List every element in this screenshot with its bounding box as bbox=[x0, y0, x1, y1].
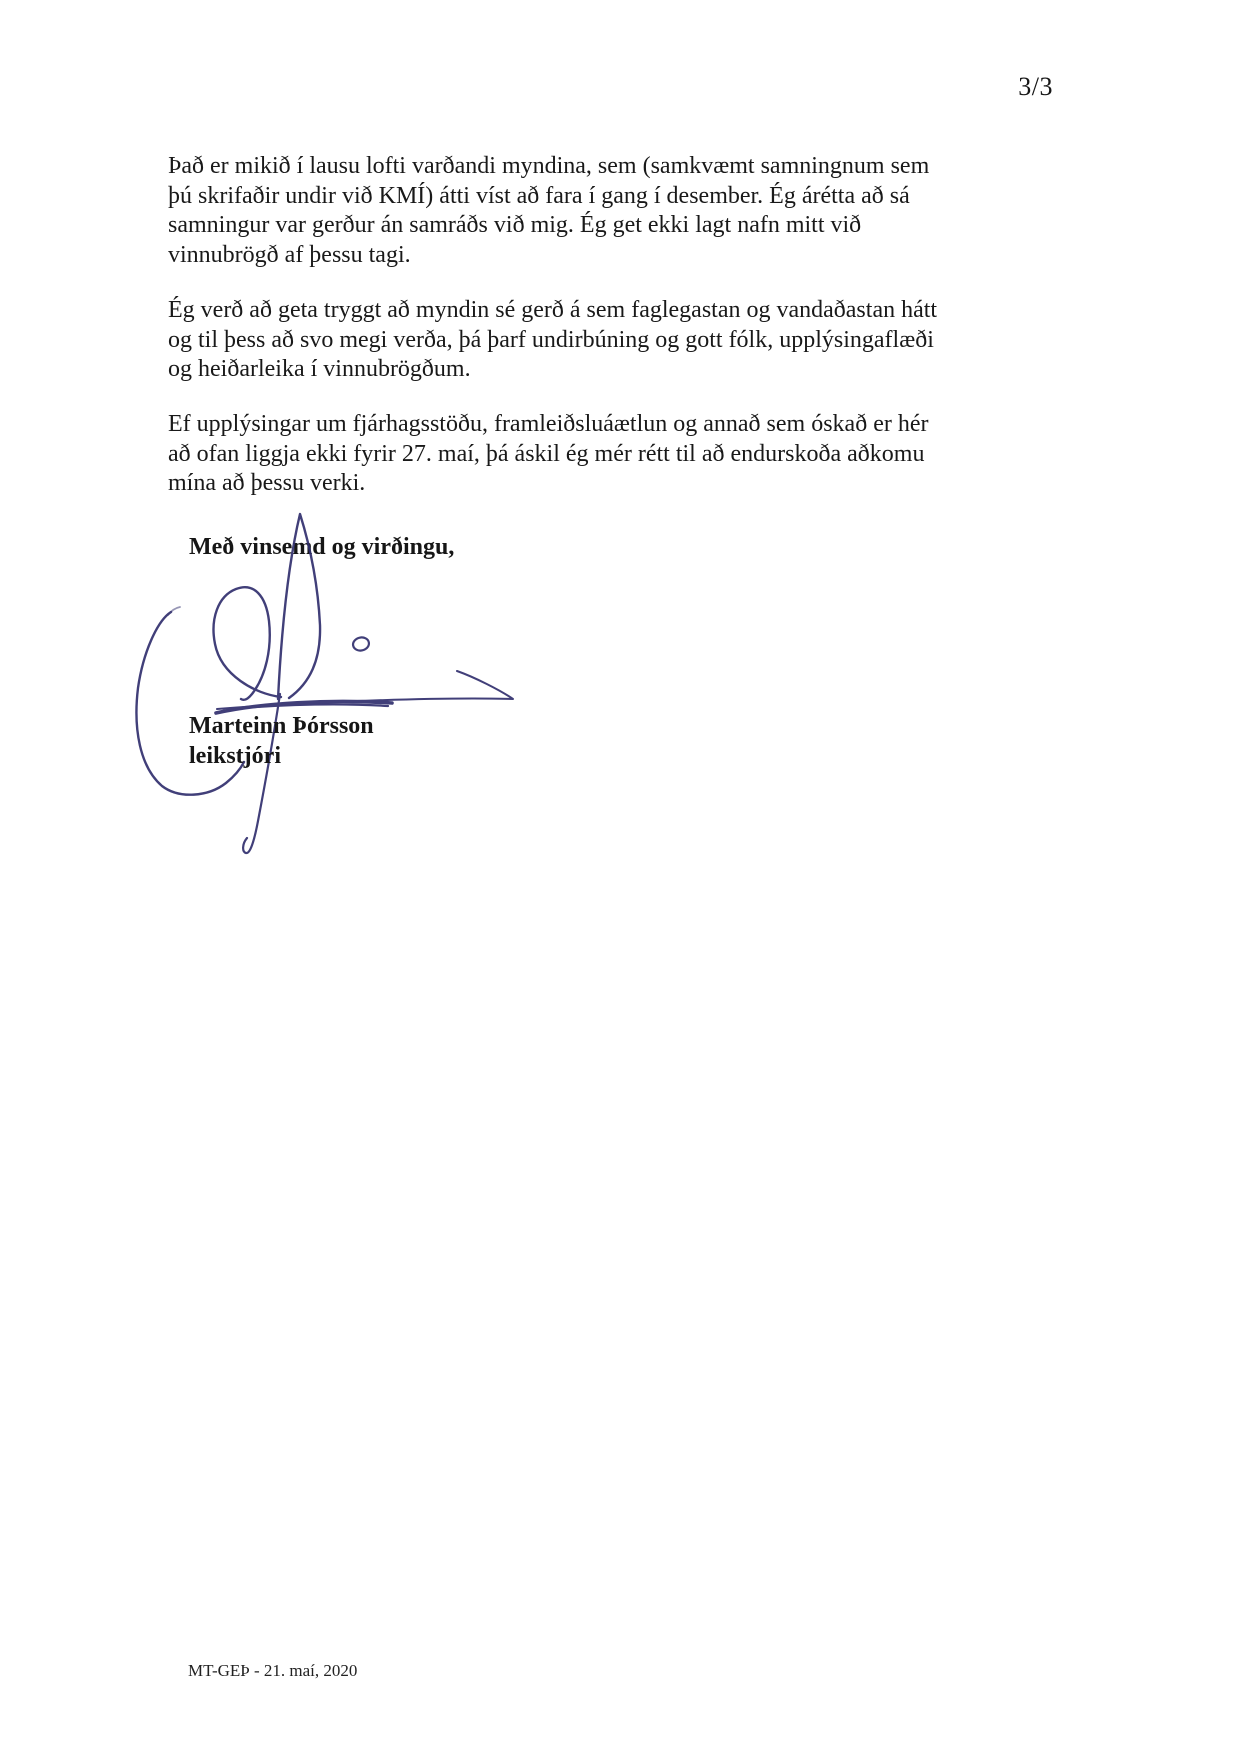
text-line: samningur var gerður án samráðs við mig. Ég get ekki lagt nafn mitt við bbox=[168, 212, 862, 238]
handwritten-signature-icon bbox=[105, 505, 535, 870]
signer-title: leikstjóri bbox=[189, 743, 281, 769]
body-paragraph-3 bbox=[168, 410, 1068, 499]
page-number: 3/3 bbox=[1018, 72, 1053, 101]
text-line: Ég verð að geta tryggt að myndin sé gerð á sem faglegastan og vandaðastan hátt bbox=[168, 297, 938, 323]
text-line: mína að þessu verki. bbox=[168, 470, 366, 496]
signer-block bbox=[189, 711, 374, 771]
text-line: að ofan liggja ekki fyrir 27. maí, þá áskil ég mér rétt til að endurskoða aðkomu bbox=[168, 440, 925, 467]
signature-stroke bbox=[214, 587, 281, 700]
signature-stroke bbox=[352, 636, 370, 652]
text-line: vinnubrögð af þessu tagi. bbox=[168, 241, 411, 268]
signature-stroke bbox=[168, 607, 180, 615]
text-line: Það er mikið í lausu lofti varðandi myndina, sem (samkvæmt samningnum sem bbox=[168, 153, 930, 179]
text-line: og heiðarleika í vinnubrögðum. bbox=[168, 356, 471, 382]
body-paragraph-2 bbox=[168, 296, 1068, 385]
closing-salutation: Með vinsemd og virðingu, bbox=[189, 534, 455, 560]
signer-name: Marteinn Þórsson bbox=[189, 713, 374, 739]
text-line: Ef upplýsingar um fjárhagsstöðu, framleiðsluáætlun og annað sem óskað er hér bbox=[168, 411, 929, 437]
body-paragraph-1 bbox=[168, 152, 1068, 270]
signature-stroke bbox=[278, 514, 320, 699]
footer-reference: MT-GEÞ - 21. maí, 2020 bbox=[188, 1661, 358, 1680]
text-line: og til þess að svo megi verða, þá þarf undirbúning og gott fólk, upplýsingaflæði bbox=[168, 326, 934, 353]
text-line: þú skrifaðir undir við KMÍ) átti víst að fara í gang í desember. Ég árétta að sá bbox=[168, 182, 910, 209]
